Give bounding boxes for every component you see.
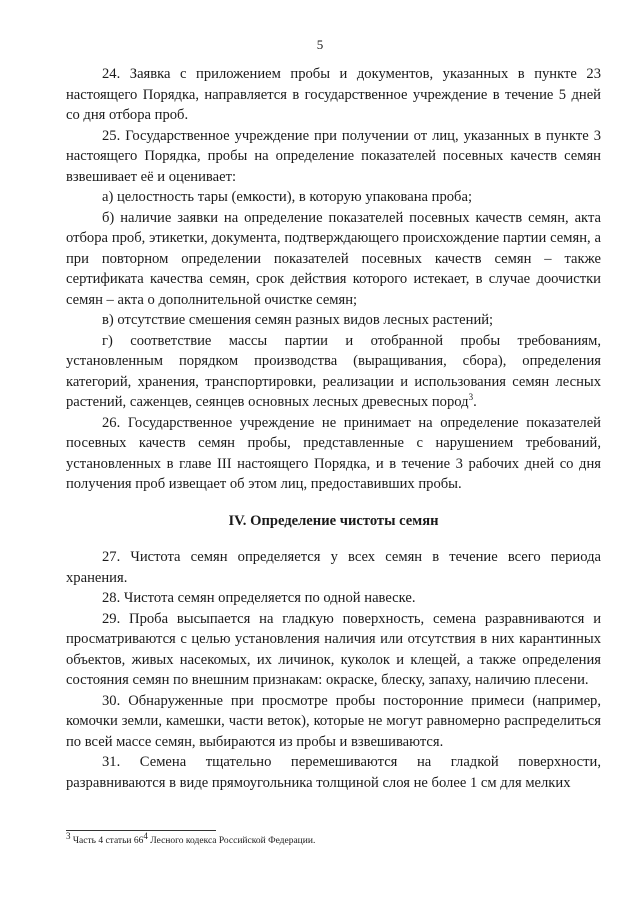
paragraph-31: 31. Семена тщательно перемешиваются на гладкой поверхности, разравниваются в виде прямоугольника толщиной слоя не более 1 см для мелких (66, 754, 601, 791)
paragraph-25-a: а) целостность тары (емкости), в которую упакована проба; (102, 189, 473, 205)
page-number: 5 (316, 37, 324, 52)
paragraph-29: 29. Проба высыпается на гладкую поверхность, семена разравниваются и просматриваются с целью установления наличия или отсутствия в них карантинных объектов, живых насекомых, их личинок, куколок и клещей, а также определения состояния семян по внешним признакам: окраске, блеску, запаху, наличию плесени. (66, 610, 601, 688)
footnote-divider (66, 830, 216, 831)
paragraph-30: 30. Обнаруженные при просмотре пробы посторонние примеси (например, комочки земли, камешки, части веток), которые не могут равномерно распределиться по всей массе семян, выбираются из пробы и взвешиваются. (66, 692, 601, 750)
paragraph-25-g-text: г) соответствие массы партии и отобранной пробы требованиям, установленным порядком производства (выращивания, сбора), определения категорий, хранения, транспортировки, реализации и использования семян лесных растений, саженцев, сеянцев основных лесных древесных пород (66, 332, 601, 410)
footnote-sup: 4 (143, 830, 148, 841)
paragraph-25: 25. Государственное учреждение при получении от лиц, указанных в пункте 3 настоящего Порядка, пробы на определение показателей посевных качеств семян взвешивает её и оценивает: (66, 127, 601, 185)
paragraph-26: 26. Государственное учреждение не принимает на определение показателей посевных качеств семян пробы, представленные с нарушением требований, установленных в главе III настоящего Порядка, и в течение 3 рабочих дней со дня получения проб извещает об этом лиц, предоставивших пробы. (66, 414, 601, 492)
footnote-text: Часть 4 статьи 66 (70, 836, 144, 846)
document-body (66, 64, 601, 793)
paragraph-27: 27. Чистота семян определяется у всех семян в течение всего периода хранения. (66, 549, 601, 586)
paragraph-25-v: в) отсутствие смешения семян разных видов лесных растений; (102, 312, 494, 328)
section-heading: IV. Определение чистоты семян (228, 512, 439, 529)
paragraph-25-g (66, 331, 601, 413)
footnote-reference: 3 (468, 392, 474, 403)
paragraph-24: 24. Заявка с приложением пробы и документов, указанных в пункте 23 настоящего Порядка, направляется в государственное учреждение в течение 5 дней со дня отбора проб. (66, 66, 601, 123)
paragraph-25-g-tail: . (473, 394, 477, 410)
footnote (66, 830, 601, 847)
footnote-marker: 3 (66, 830, 71, 841)
footnote-tail: Лесного кодекса Российской Федерации. (147, 836, 316, 846)
paragraph-28: 28. Чистота семян определяется по одной навеске. (102, 590, 416, 606)
paragraph-25-b: б) наличие заявки на определение показателей посевных качеств семян, акта отбора проб, этикетки, документа, подтверждающего происхождение партии семян, а при повторном определении показателей посевных качеств семян – также сертификата качества семян, срок действия которого истекает, в случае доочистки семян – акта о дополнительной очистке семян; (66, 209, 601, 308)
